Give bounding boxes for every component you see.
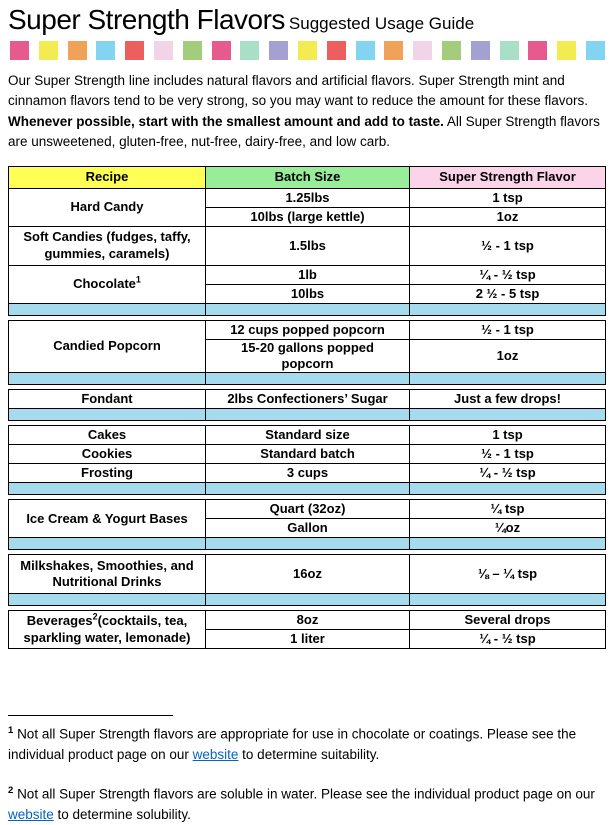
color-swatch — [298, 41, 317, 60]
separator-cell — [410, 594, 606, 606]
cell-recipe-cookies: Cookies — [9, 445, 206, 464]
color-strip — [10, 41, 605, 60]
cell-batch: 1lb — [206, 265, 410, 284]
footnote-separator-line — [8, 715, 173, 716]
cell-batch: 8oz — [206, 611, 410, 630]
color-swatch — [586, 41, 605, 60]
table-row — [9, 226, 606, 265]
table-row — [9, 188, 606, 207]
separator-cell — [410, 303, 606, 315]
footnote-1 — [8, 724, 608, 765]
cell-flavor: ¼ - ½ tsp — [410, 464, 606, 483]
separator-row — [9, 409, 606, 421]
recipe-label-detail: (cocktails, tea, sparkling water, lemonade) — [23, 613, 191, 645]
color-swatch — [500, 41, 519, 60]
cell-flavor: ½ - 1 tsp — [410, 445, 606, 464]
color-swatch — [125, 41, 144, 60]
cell-recipe-ice-cream: Ice Cream & Yogurt Bases — [9, 500, 206, 538]
cell-recipe-fondant: Fondant — [9, 390, 206, 409]
color-swatch — [384, 41, 403, 60]
cell-batch: 1 liter — [206, 630, 410, 649]
separator-cell — [9, 594, 206, 606]
table-section-beverages — [8, 610, 606, 649]
separator-cell — [9, 409, 206, 421]
cell-flavor: 2 ½ - 5 tsp — [410, 284, 606, 303]
separator-row — [9, 594, 606, 606]
table-section-ice-cream — [8, 499, 606, 550]
footnote-2 — [8, 784, 608, 825]
table-row — [9, 500, 606, 519]
cell-flavor: ¼ - ½ tsp — [410, 265, 606, 284]
table-row — [9, 611, 606, 630]
separator-row — [9, 303, 606, 315]
table-row — [9, 445, 606, 464]
website-link-1[interactable]: website — [192, 746, 239, 762]
cell-batch: 1.25lbs — [206, 188, 410, 207]
page-title — [8, 4, 605, 36]
separator-cell — [206, 594, 410, 606]
table-row — [9, 555, 606, 594]
footnote-marker-1: 1 — [135, 274, 141, 285]
table-section-milkshakes — [8, 554, 606, 606]
color-swatch — [68, 41, 87, 60]
cell-flavor: ¼ tsp — [410, 500, 606, 519]
cell-batch: Quart (32oz) — [206, 500, 410, 519]
title-subtitle: Suggested Usage Guide — [288, 14, 475, 33]
separator-cell — [410, 538, 606, 550]
color-swatch — [96, 41, 115, 60]
table-row — [9, 426, 606, 445]
intro-text-1: Our Super Strength line includes natural flavors and artificial flavors. Super Strength mint and cinnamon flavors tend to be very strong, so you may want to reduce the amount for these flavors. — [8, 73, 589, 109]
cell-batch: Standard batch — [206, 445, 410, 464]
separator-cell — [9, 483, 206, 495]
footnote-2-text: Not all Super Strength flavors are soluble in water. Please see the individual product page on our — [17, 786, 595, 802]
separator-row — [9, 483, 606, 495]
cell-batch: 2lbs Confectioners’ Sugar — [206, 390, 410, 409]
cell-recipe-milkshakes: Milkshakes, Smoothies, and Nutritional Drinks — [9, 555, 206, 594]
footnote-marker-2: 2 — [92, 612, 98, 623]
cell-recipe-frosting: Frosting — [9, 464, 206, 483]
cell-batch: 16oz — [206, 555, 410, 594]
color-swatch — [10, 41, 29, 60]
cell-flavor: 1oz — [410, 339, 606, 373]
color-swatch — [471, 41, 490, 60]
color-swatch — [557, 41, 576, 60]
separator-cell — [206, 483, 410, 495]
cell-recipe-soft-candies: Soft Candies (fudges, taffy, gummies, caramels) — [9, 226, 206, 265]
color-swatch — [240, 41, 259, 60]
table-row — [9, 464, 606, 483]
footnote-1-text: Not all Super Strength flavors are appropriate for use in chocolate or coatings. Please see the individual product page on our — [8, 726, 577, 762]
cell-batch: 10lbs — [206, 284, 410, 303]
cell-batch: 1.5lbs — [206, 226, 410, 265]
footnote-1-text-end: to determine suitability. — [238, 746, 380, 762]
cell-flavor: 1 tsp — [410, 188, 606, 207]
cell-recipe-hard-candy: Hard Candy — [9, 188, 206, 226]
table-section-popcorn — [8, 320, 606, 386]
table-row — [9, 390, 606, 409]
intro-paragraph — [8, 71, 608, 152]
header-recipe: Recipe — [9, 166, 206, 188]
table-section-baking — [8, 425, 606, 495]
recipe-label: Beverages — [26, 613, 93, 629]
cell-recipe-candied-popcorn: Candied Popcorn — [9, 320, 206, 373]
separator-cell — [410, 409, 606, 421]
separator-cell — [206, 538, 410, 550]
color-swatch — [327, 41, 346, 60]
separator-cell — [9, 373, 206, 385]
separator-cell — [9, 303, 206, 315]
color-swatch — [356, 41, 375, 60]
usage-table — [8, 166, 605, 650]
footnote-2-text-end: to determine solubility. — [53, 806, 191, 822]
color-swatch — [183, 41, 202, 60]
color-swatch — [269, 41, 288, 60]
cell-batch: Standard size — [206, 426, 410, 445]
cell-batch: Gallon — [206, 519, 410, 538]
cell-recipe-cakes: Cakes — [9, 426, 206, 445]
cell-batch: 12 cups popped popcorn — [206, 320, 410, 339]
separator-row — [9, 373, 606, 385]
intro-text-2: All Super Strength flavors are unsweetened, gluten-free, nut-free, dairy-free, and low carb. — [8, 113, 600, 149]
separator-cell — [206, 409, 410, 421]
cell-batch: 10lbs (large kettle) — [206, 207, 410, 226]
separator-cell — [206, 303, 410, 315]
footnote-2-marker: 2 — [8, 785, 14, 797]
cell-flavor: 1 tsp — [410, 426, 606, 445]
cell-recipe-beverages — [9, 611, 206, 649]
table-header-row — [9, 166, 606, 188]
title-main: Super Strength Flavors — [8, 4, 285, 35]
separator-cell — [206, 373, 410, 385]
cell-recipe-chocolate — [9, 265, 206, 303]
cell-flavor: ⅛ – ¼ tsp — [410, 555, 606, 594]
color-swatch — [528, 41, 547, 60]
table-row — [9, 320, 606, 339]
cell-flavor: ½ - 1 tsp — [410, 320, 606, 339]
color-swatch — [442, 41, 461, 60]
cell-flavor: ½ - 1 tsp — [410, 226, 606, 265]
footnote-1-marker: 1 — [8, 725, 14, 737]
table-section-fondant — [8, 389, 606, 421]
color-swatch — [413, 41, 432, 60]
website-link-2[interactable]: website — [8, 806, 54, 822]
cell-flavor: ¼ - ½ tsp — [410, 630, 606, 649]
separator-cell — [9, 538, 206, 550]
cell-batch: 3 cups — [206, 464, 410, 483]
table-section-candies — [8, 166, 606, 316]
cell-flavor: 1oz — [410, 207, 606, 226]
color-swatch — [212, 41, 231, 60]
color-swatch — [39, 41, 58, 60]
color-swatch — [154, 41, 173, 60]
cell-flavor: Several drops — [410, 611, 606, 630]
header-flavor: Super Strength Flavor — [410, 166, 606, 188]
recipe-label: Chocolate — [73, 276, 136, 292]
cell-flavor: Just a few drops! — [410, 390, 606, 409]
separator-cell — [410, 483, 606, 495]
separator-row — [9, 538, 606, 550]
cell-batch: 15-20 gallons popped popcorn — [206, 339, 410, 373]
separator-cell — [410, 373, 606, 385]
header-batch-size: Batch Size — [206, 166, 410, 188]
cell-flavor: ¼oz — [410, 519, 606, 538]
intro-text-bold: Whenever possible, start with the smallest amount and add to taste. — [8, 113, 444, 129]
table-row — [9, 265, 606, 284]
